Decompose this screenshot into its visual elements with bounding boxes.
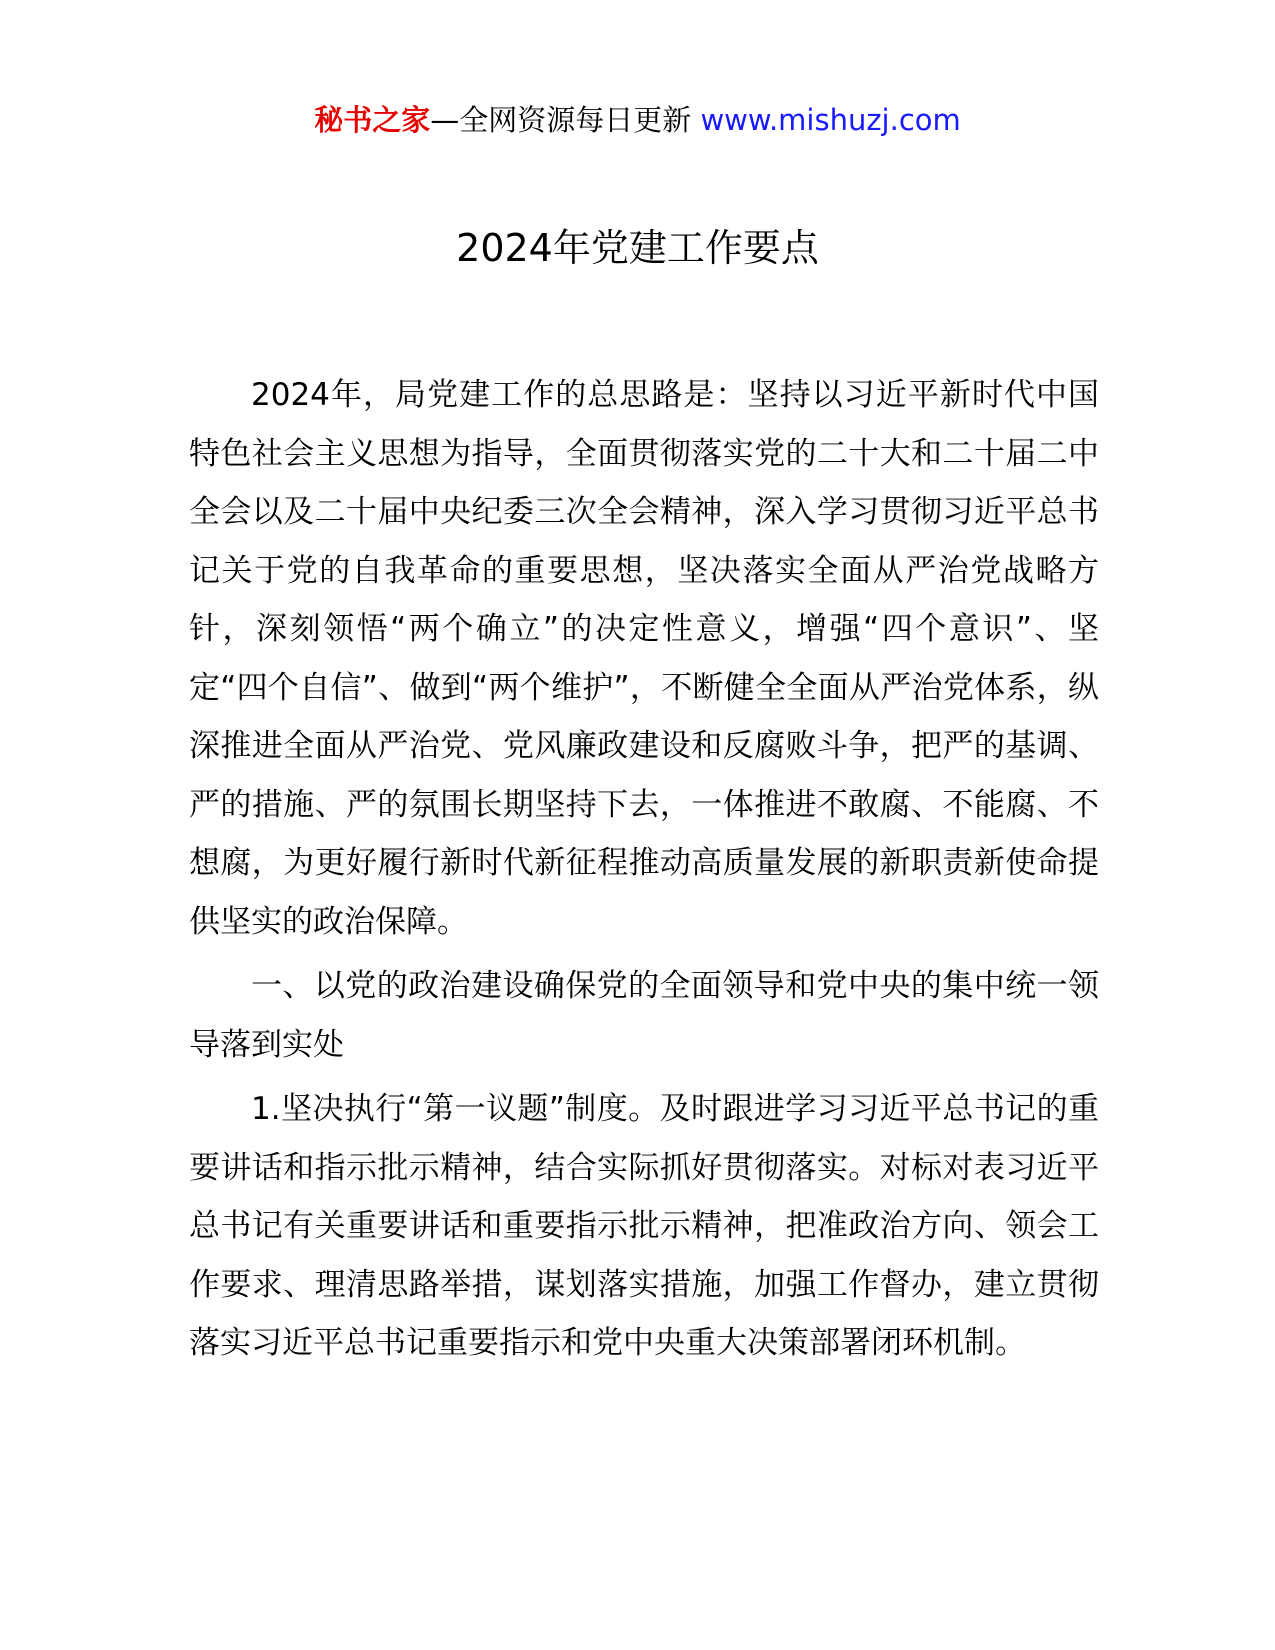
header-slogan: —全网资源每日更新	[430, 103, 692, 137]
header-brand: 秘书之家	[314, 103, 431, 137]
section-heading: 一、以党的政治建设确保党的全面领导和党中央的集中统一领导落到实处	[189, 968, 1099, 1063]
document-title: 2024年党建工作要点	[456, 226, 819, 270]
document-body	[189, 366, 1099, 1373]
page-header	[0, 100, 1275, 140]
header-url-link[interactable]: www.mishuzj.com	[700, 103, 961, 137]
list-item-paragraph: 1.坚决执行“第一议题”制度。及时跟进学习习近平总书记的重要讲话和指示批示精神，结合实际抓好贯彻落实。对标对表习近平总书记有关重要讲话和重要指示批示精神，把准政治方向、领会工作要求、理清思路举措，谋划落实措施，加强工作督办，建立贯彻落实习近平总书记重要指示和党中央重大决策部署闭环机制。	[189, 1091, 1099, 1361]
intro-paragraph: 2024年，局党建工作的总思路是：坚持以习近平新时代中国特色社会主义思想为指导，全面贯彻落实党的二十大和二十届二中全会以及二十届中央纪委三次全会精神，深入学习贯彻习近平总书记关于党的自我革命的重要思想，坚决落实全面从严治党战略方针，深刻领悟“两个确立”的决定性意义，增强“四个意识”、坚定“四个自信”、做到“两个维护”，不断健全全面从严治党体系，纵深推进全面从严治党、党风廉政建设和反腐败斗争，把严的基调、严的措施、严的氛围长期坚持下去，一体推进不敢腐、不能腐、不想腐，为更好履行新时代新征程推动高质量发展的新职责新使命提供坚实的政治保障。	[189, 377, 1099, 940]
